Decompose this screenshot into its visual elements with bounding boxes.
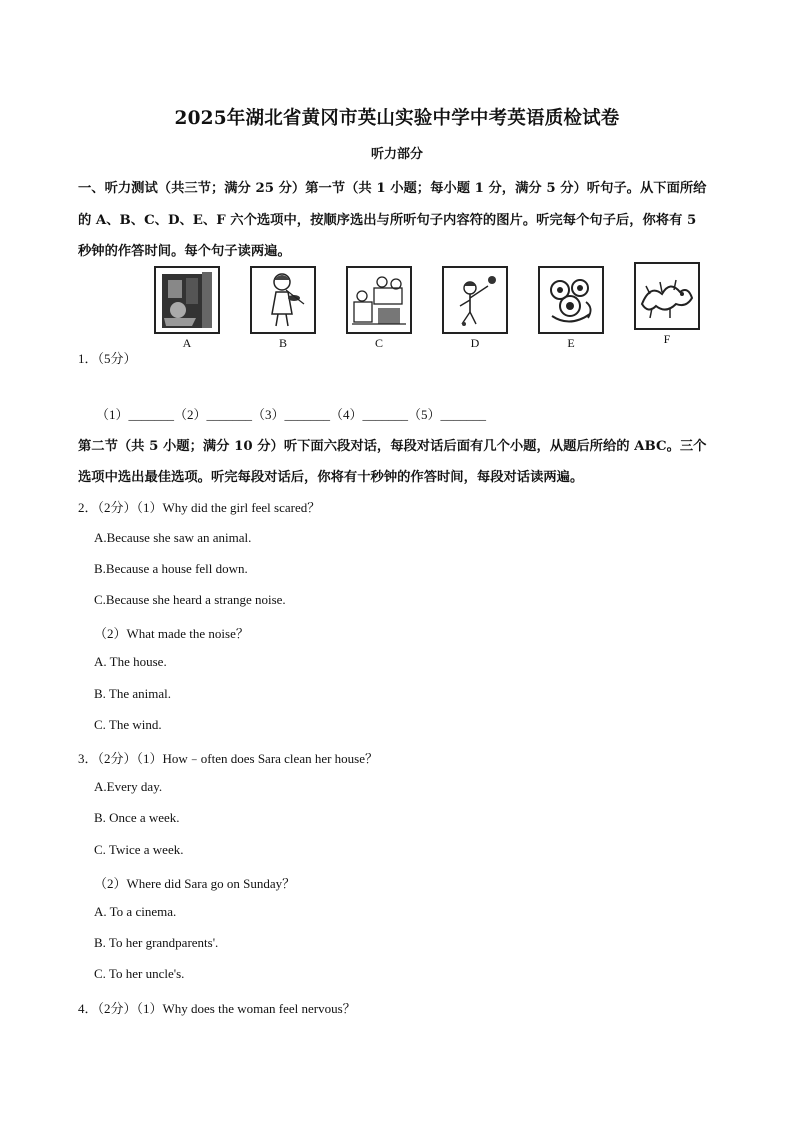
- page-title: 2025年湖北省黄冈市英山实验中学中考英语质检试卷: [174, 108, 620, 129]
- question-3-2-option-c: C. To her uncle's.: [94, 966, 185, 981]
- girl-violin-icon: [252, 268, 314, 332]
- question-2-2-stem: （2）What made the noise？: [94, 626, 249, 641]
- question-4-stem: 4．（2分）（1）Why does the woman feel nervous？: [78, 1001, 356, 1016]
- question-3-2-option-a: A. To a cinema.: [94, 904, 177, 919]
- section-subtitle: 听力部分: [370, 147, 423, 162]
- picture-c-letter: C: [374, 336, 383, 350]
- picture-c: [346, 266, 412, 351]
- question-3-1-option-b: B. Once a week.: [94, 810, 180, 825]
- question-2-1-option-c: C.Because she heard a strange noise.: [94, 592, 286, 607]
- question-3-stem: 3．（2分）（1）How﹣often does Sara clean her house？: [78, 751, 379, 766]
- question-2-1-option-b: B.Because a house fell down.: [94, 561, 248, 576]
- question-1-blanks: （1）_______（2）_______（3）_______（4）_______（5）_______: [96, 407, 486, 422]
- question-2-2-option-c: C. The wind.: [94, 717, 162, 732]
- picture-f-letter: F: [663, 332, 671, 346]
- people-at-desk-icon: [348, 268, 410, 332]
- picture-f: [634, 262, 700, 347]
- dragon-icon: [636, 264, 698, 328]
- section-2-line-1: 第二节（共 5 小题；满分 10 分）听下面六段对话，每段对话后面有几个小题，从题后所给的 ABC。三个: [78, 439, 707, 454]
- question-2-2-option-b: B. The animal.: [94, 686, 172, 701]
- question-2-2-option-a: A. The house.: [94, 654, 167, 669]
- question-3-2-option-b: B. To her grandparents'.: [94, 935, 219, 950]
- picture-a: [154, 266, 220, 351]
- question-2-stem: 2．（2分）（1）Why did the girl feel scared？: [78, 500, 321, 515]
- shop-scene-icon: [156, 268, 218, 332]
- picture-d: [442, 266, 508, 351]
- picture-e-letter: E: [567, 336, 575, 350]
- picture-b-letter: B: [278, 336, 287, 350]
- picture-b: [250, 266, 316, 351]
- question-2-1-option-a: A.Because she saw an animal.: [94, 530, 252, 545]
- boy-throwing-icon: [444, 268, 506, 332]
- picture-options: [150, 266, 710, 362]
- picture-a-letter: A: [182, 336, 192, 350]
- question-1-label: 1．（5分）: [78, 351, 137, 366]
- question-3-1-option-c: C. Twice a week.: [94, 842, 184, 857]
- intro-line-3: 秒钟的作答时间。每个句子读两遍。: [78, 244, 291, 259]
- intro-line-1: 一、听力测试（共三节；满分 25 分）第一节（共 1 小题；每小题 1 分，满分 5 分）听句子。从下面所给: [78, 181, 707, 196]
- question-3-2-stem: （2）Where did Sara go on Sunday？: [94, 876, 296, 891]
- intro-line-2: 的 A、B、C、D、E、F 六个选项中，按顺序选出与所听句子内容符的图片。听完每个句子后，你将有 5: [78, 213, 697, 228]
- question-3-1-option-a: A.Every day.: [94, 779, 163, 794]
- picture-e: [538, 266, 604, 351]
- section-2-line-2: 选项中选出最佳选项。听完每段对话后，你将有十秒钟的作答时间，每段对话读两遍。: [78, 470, 584, 485]
- flowers-icon: [540, 268, 602, 332]
- picture-d-letter: D: [470, 336, 480, 350]
